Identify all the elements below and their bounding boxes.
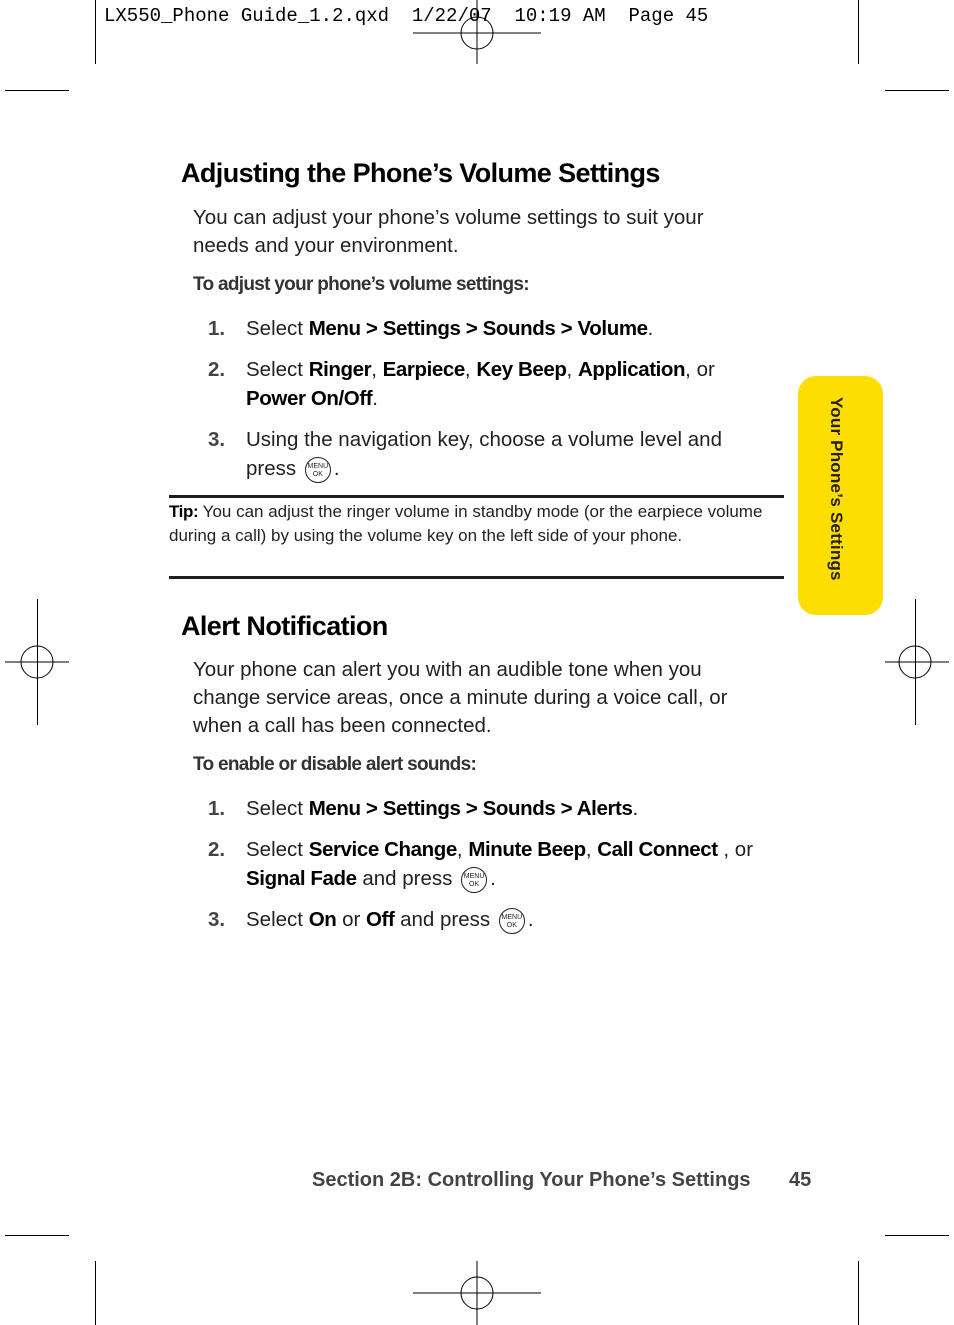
page-number: 45 — [789, 1169, 812, 1191]
tip-bottom-rule — [169, 576, 784, 579]
menu-ok-key-icon: MENU OK — [499, 908, 525, 934]
side-tab-label: Your Phone’s Settings — [827, 397, 846, 581]
alert-intro: Your phone can alert you with an audible tone when you change service areas, once a minute during a voice call, or when a call has been connected. — [193, 658, 728, 737]
tip-label: Tip: — [169, 502, 199, 521]
volume-intro: You can adjust your phone’s volume settings to suit your needs and your environment. — [193, 206, 704, 257]
volume-subheading: To adjust your phone’s volume settings: — [193, 274, 529, 295]
menu-ok-key-icon: MENU OK — [305, 457, 331, 483]
alert-subheading: To enable or disable alert sounds: — [193, 754, 477, 775]
footer-section-title: Section 2B: Controlling Your Phone’s Settings — [312, 1169, 751, 1191]
menu-ok-key-icon: MENU OK — [461, 867, 487, 893]
menu-path: Menu > Settings > Sounds > Volume — [308, 317, 648, 340]
volume-section-title: Adjusting the Phone’s Volume Settings — [181, 158, 660, 188]
alert-section-title: Alert Notification — [181, 611, 388, 641]
menu-path: Menu > Settings > Sounds > Alerts — [308, 797, 633, 820]
tip-text: You can adjust the ringer volume in standby mode (or the earpiece volume during a call) by using the volume key on the left side of your phone. — [169, 502, 763, 545]
print-slug-line: LX550_Phone Guide_1.2.qxd 1/22/07 10:19 AM Page 45 — [104, 5, 709, 27]
tip-box — [169, 500, 769, 548]
tip-top-rule — [169, 495, 784, 498]
